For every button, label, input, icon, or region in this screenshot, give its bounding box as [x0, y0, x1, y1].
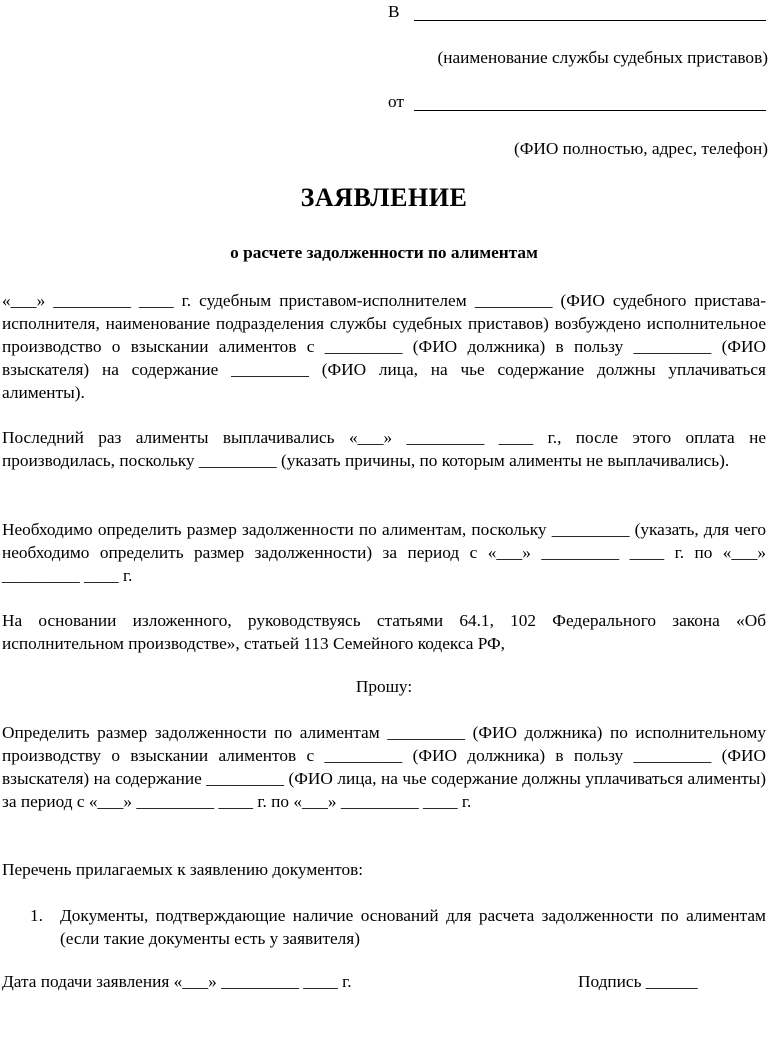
- addressee-note: (наименование службы судебных приставов): [437, 48, 768, 67]
- paragraph-reason: Необходимо определить размер задолженности по алиментам, поскольку _________ (указать, для чего необходимо определить размер задолженности) за период с «___» _________ ____ г. по «___» _________ ____ г.: [2, 520, 766, 585]
- sender-line: [388, 92, 766, 116]
- signature-field: Подпись ______: [578, 972, 698, 991]
- addressee-line: [388, 2, 766, 26]
- sender-note: (ФИО полностью, адрес, телефон): [513, 139, 768, 158]
- list-item: Документы, подтверждающие наличие оснований для расчета задолженности по алиментам (если такие документы есть у заявителя): [60, 906, 766, 948]
- document-subtitle: о расчете задолженности по алиментам: [230, 243, 538, 262]
- sender-prefix: от: [388, 92, 404, 111]
- addressee-prefix: В: [388, 2, 400, 21]
- document-title: ЗАЯВЛЕНИЕ: [300, 183, 468, 212]
- addressee-blank: [414, 20, 766, 21]
- request-heading: Прошу:: [355, 677, 413, 696]
- sender-blank: [414, 110, 766, 111]
- paragraph-legal-basis: На основании изложенного, руководствуясь статьями 64.1, 102 Федерального закона «Об исполнительном производстве», статьей 113 Семейного кодекса РФ,: [2, 611, 766, 653]
- paragraph-last-payment: Последний раз алименты выплачивались «___» _________ ____ г., после этого оплата не производилась, поскольку _________ (указать причины, по которым алименты не выплачивались).: [2, 428, 766, 470]
- submission-date: Дата подачи заявления «___» _________ ____ г.: [2, 972, 352, 991]
- attachments-heading: Перечень прилагаемых к заявлению документов:: [2, 860, 364, 879]
- list-item-number: 1.: [30, 906, 43, 925]
- paragraph-case-info: «___» _________ ____ г. судебным приставом-исполнителем _________ (ФИО судебного пристава-исполнителя, наименование подразделения службы судебных приставов) возбуждено исполнительное производство о взыскании алиментов с _________ (ФИО должника) в пользу _________ (ФИО взыскателя) на содержание _________ (ФИО лица, на чье содержание должны уплачиваться алименты).: [2, 291, 766, 402]
- paragraph-request: Определить размер задолженности по алиментам _________ (ФИО должника) по исполнительному производству о взыскании алиментов с _________ (ФИО должника) в пользу _________ (ФИО взыскателя) на содержание _________ (ФИО лица, на чье содержание должны уплачиваться алименты) за период с «___» _________ ____ г. по «___» _________ ____ г.: [2, 723, 766, 811]
